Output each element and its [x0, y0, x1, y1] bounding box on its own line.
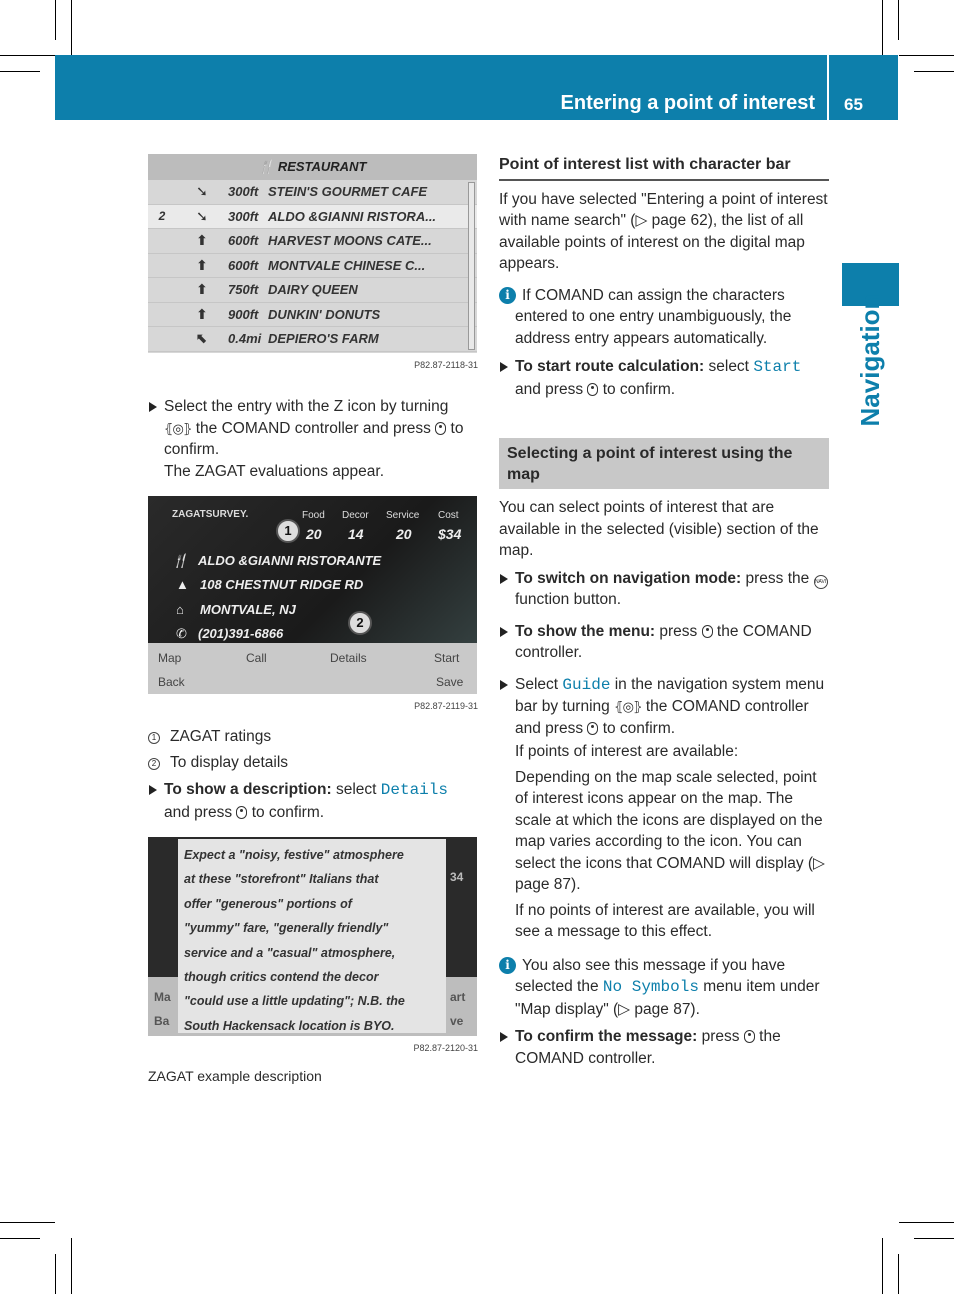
page-number: 65: [844, 95, 863, 114]
location-icon: ▲: [176, 577, 189, 592]
arrow-up-icon: ⬆: [196, 232, 208, 248]
step-start-route: To start route calculation: select Start and press to confirm.: [499, 356, 829, 400]
side-label: Navigation: [855, 293, 885, 427]
crop-mark: [0, 71, 40, 72]
step-navigation-mode: To switch on navigation mode: press the NAVI function button.: [499, 568, 829, 611]
press-controller-icon: [702, 625, 713, 638]
press-controller-icon: [587, 383, 598, 396]
info-icon: i: [499, 957, 516, 974]
poi-city: MONTVALE, NJ: [200, 602, 296, 617]
list-item: ⬆ 600ft MONTVALE CHINESE C...: [148, 254, 477, 279]
rating-value: 20: [306, 526, 322, 542]
menu-map: Map: [158, 651, 182, 665]
marker-2: 2: [158, 208, 166, 223]
poi-name: ALDO &GIANNI RISTORANTE: [198, 553, 382, 568]
crop-mark: [71, 1238, 72, 1294]
list-item: ⬆ 600ft HARVEST MOONS CATE...: [148, 229, 477, 254]
arrow-up-icon: ⬆: [196, 281, 208, 297]
paragraph: You can select points of interest that are available in the selected (visible) section of the map.: [499, 499, 819, 559]
legend-number: 1: [148, 732, 160, 744]
arrow-nw-icon: ⬉: [196, 330, 208, 346]
legend-number: 2: [148, 758, 160, 770]
crop-mark: [914, 71, 954, 72]
turn-controller-icon: ⦃◎⦄: [614, 699, 642, 714]
list-item: ⬆ 900ft DUNKIN' DONUTS: [148, 303, 477, 328]
rating-category: Decor: [342, 510, 369, 521]
section-title-box: Selecting a point of interest using the map: [499, 438, 829, 489]
crop-mark: [55, 1254, 56, 1294]
zagat-brand: ZAGATSURVEY.: [172, 509, 249, 520]
crop-mark: [898, 1254, 899, 1294]
marker-1: 1: [276, 519, 300, 543]
crop-mark: [71, 0, 72, 55]
arrow-icon: ➘: [196, 183, 208, 199]
left-column: [148, 154, 478, 1088]
arrow-up-icon: ⬆: [196, 256, 208, 273]
menu-back: Back: [158, 675, 185, 689]
menu-call: Call: [246, 651, 267, 665]
paragraph: If points of interest are available:: [515, 743, 739, 760]
step-show-description: To show a description: select Details and press to confirm.: [148, 779, 478, 823]
step-confirm-message: To confirm the message: press the COMAND controller.: [499, 1026, 829, 1069]
description-screen: Ma Ba 34 art ve Expect a "noisy, festive" atmosphere at these "storefront" Italians that offer "generous" portions of "yummy" fare, "generally friendly" service and a "casual" atmosphere, though critics contend the decor "could use a little updating"; N.B. the South Hackensack location is BYO.: [148, 837, 477, 1036]
figure-caption: ZAGAT example description: [148, 1068, 322, 1084]
rating-category: Cost: [438, 510, 459, 521]
legend: 1 ZAGAT ratings 2 To display details: [148, 726, 478, 773]
info-note: i If COMAND can assign the characters entered to one entry unambiguously, the address entry appears automatically.: [499, 285, 829, 350]
page-header: [55, 55, 898, 120]
fork-knife-icon: 🍴: [258, 159, 278, 174]
phone-icon: ✆: [176, 626, 187, 641]
step-show-menu: To show the menu: press the COMAND controller.: [499, 621, 829, 664]
rating-category: Food: [302, 510, 325, 521]
poi-street: 108 CHESTNUT RIDGE RD: [200, 577, 364, 592]
scrollbar: [468, 182, 475, 350]
screen-menu-bar: [148, 643, 477, 694]
arrow-icon: ➘: [196, 207, 208, 224]
crop-mark: [882, 0, 883, 55]
crop-mark: [0, 1238, 40, 1239]
description-popup: Expect a "noisy, festive" atmosphere at these "storefront" Italians that offer "generous" portions of "yummy" fare, "generally friendly" service and a "casual" atmosphere, though critics contend the decor "could use a little updating"; N.B. the South Hackensack location is BYO.: [178, 839, 446, 1033]
list-item: 2 ➘ 300ft ALDO &GIANNI RISTORA...: [148, 205, 477, 230]
crop-mark: [899, 1222, 954, 1223]
crop-mark: [0, 55, 55, 56]
info-note: i You also see this message if you have selected the No Symbols menu item under "Map display" (▷ page 87).: [499, 955, 829, 1021]
image-code: P82.87-2119-31: [414, 701, 478, 711]
image-code: P82.87-2120-31: [413, 1043, 478, 1053]
rating-category: Service: [386, 510, 420, 521]
crop-mark: [914, 1238, 954, 1239]
crop-mark: [882, 1238, 883, 1294]
rating-value: 14: [348, 526, 364, 542]
section-title: Point of interest list with character bar: [499, 154, 829, 181]
press-controller-icon: [587, 722, 598, 735]
rating-value: $34: [438, 526, 462, 542]
restaurant-list-screen: [148, 154, 477, 353]
press-controller-icon: [744, 1030, 755, 1043]
image-code: P82.87-2118-31: [414, 360, 478, 370]
step-select-entry: Select the entry with the Z icon by turning ⦃◎⦄ the COMAND controller and press to confirm. The ZAGAT evaluations appear.: [148, 396, 478, 482]
city-icon: ⌂: [176, 602, 184, 617]
press-controller-icon: [435, 422, 446, 435]
list-item: ⬆ 750ft DAIRY QUEEN: [148, 278, 477, 303]
crop-mark: [899, 55, 954, 56]
crop-mark: [0, 1222, 55, 1223]
paragraph: If you have selected "Entering a point of interest with name search" (▷ page 62), the list of all available points of interest on the digital map appears.: [499, 190, 828, 272]
turn-controller-icon: ⦃◎⦄: [164, 420, 192, 436]
marker-2: 2: [348, 611, 372, 635]
info-icon: i: [499, 287, 516, 304]
header-separator: [827, 55, 829, 120]
fork-knife-icon: 🍴: [172, 553, 189, 568]
header-title: Entering a point of interest: [560, 92, 815, 114]
crop-mark: [898, 0, 899, 40]
list-item: ➘ 300ft STEIN'S GOURMET CAFE: [148, 180, 477, 205]
menu-save: Save: [436, 675, 464, 689]
restaurant-header: 🍴 RESTAURANT: [148, 154, 477, 180]
step-select-guide: Select Guide in the navigation system menu bar by turning ⦃◎⦄ the COMAND controller and press to confirm.: [499, 674, 829, 740]
arrow-up-icon: ⬆: [196, 305, 208, 322]
paragraph: If no points of interest are available, you will see a message to this effect.: [515, 901, 815, 940]
rating-value: 20: [396, 526, 412, 542]
menu-details: Details: [330, 651, 367, 665]
list-item: ⬉ 0.4mi DEPIERO'S FARM: [148, 327, 477, 352]
crop-mark: [55, 0, 56, 40]
zagat-ratings-screen: [148, 496, 477, 694]
menu-start: Start: [434, 651, 460, 665]
navi-button-icon: NAVI: [814, 575, 828, 589]
press-controller-icon: [236, 806, 247, 819]
right-column: [499, 154, 829, 1069]
poi-phone: (201)391-6866: [198, 626, 284, 641]
paragraph: Depending on the map scale selected, point of interest icons appear on the map. The scale at which the icons are displayed on the map varies according to the icon. You can select the icons that COMAND will display (▷ page 87).: [515, 768, 825, 893]
